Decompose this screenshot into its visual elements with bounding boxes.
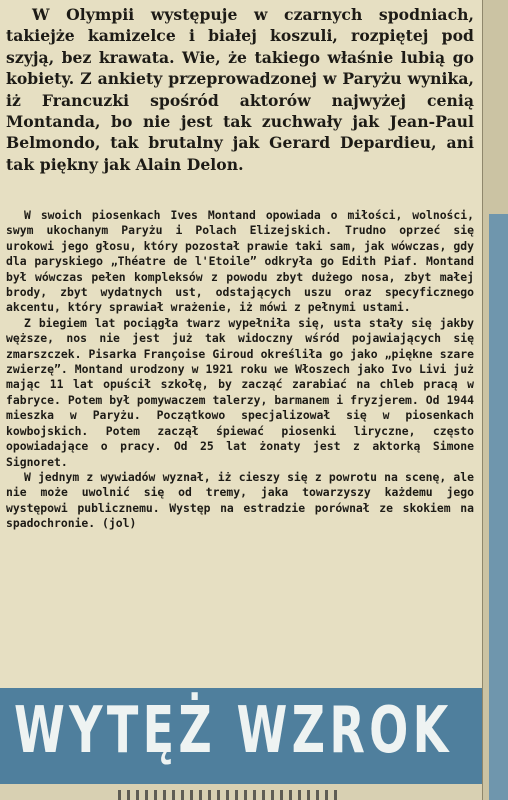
lead-paragraph-block [6, 4, 474, 175]
body-paragraph-2: Z biegiem lat pociągła twarz wypełniła się, usta stały się jakby węższe, nos nie jest już tak widoczny wśród pojawiających się zmarszczek. Pisarka Françoise Giroud określiła go jako „piękne szare zwierzę”. Montand urodzony w 1921 roku we Włoszech jako Ivo Livi już mając 11 lat opuścił szkołę, by zacząć zarabiać na chleb pracą w fabryce. Potem był pomywaczem talerzy, barmanem i fryzjerem. Od 1944 mieszka w Paryżu. Początkowo specjalizował się w piosenkach kowbojskich. Potem zaczął śpiewać piosenki liryczne, często opowiadające o pracy. Od 25 lat żonaty jest z aktorką Simone Signoret. [6, 315, 474, 469]
lead-paragraph: W Olympii występuje w czarnych spodniach, takiejże kamizelce i białej koszuli, rozpiętej pod szyją, bez krawata. Wie, że takiego właśnie lubią go kobiety. Z ankiety przeprowadzonej w Paryżu wynika, iż Francuzki spośród aktorów najwyżej cenią Montanda, bo nie jest tak zuchwały jak Jean-Paul Belmondo, tak brutalny jak Gerard Depardieu, ani tak piękny jak Alain Delon. [6, 5, 474, 174]
body-paragraph-3: W jednym z wywiadów wyznał, iż cieszy się z powrotu na scenę, ale nie może uwolnić się od tremy, jaka towarzyszy każdemu jego występowi publicznemu. Występ na estradzie porównał ze skokiem na spadochronie. (jol) [6, 469, 474, 531]
section-banner [0, 688, 482, 784]
banner-title: WYTĘŻ WZROK [14, 694, 453, 768]
bottom-edge [0, 784, 482, 800]
cut-off-headline-fragment [118, 790, 338, 800]
article-body [6, 208, 474, 532]
adjacent-column-blue-box [489, 214, 508, 800]
body-paragraph-1: W swoich piosenkach Ives Montand opowiada o miłości, wolności, swym ukochanym Paryżu i Polach Elizejskich. Trudno oprzeć się urokowi jego głosu, który pozostał prawie taki sam, jak wówczas, gdy dla paryskiego „Théatre de l'Etoile” odkryła go Edith Piaf. Montand był wówczas pełen kompleksów z powodu zbyt dużego nosa, zbyt małej brody, zbyt wydatnych ust, odstających uszu oraz specyficznego akcentu, który sprawiał wrażenie, iż mówi z pełnymi ustami. [6, 208, 474, 315]
adjacent-column-strip [482, 0, 508, 800]
